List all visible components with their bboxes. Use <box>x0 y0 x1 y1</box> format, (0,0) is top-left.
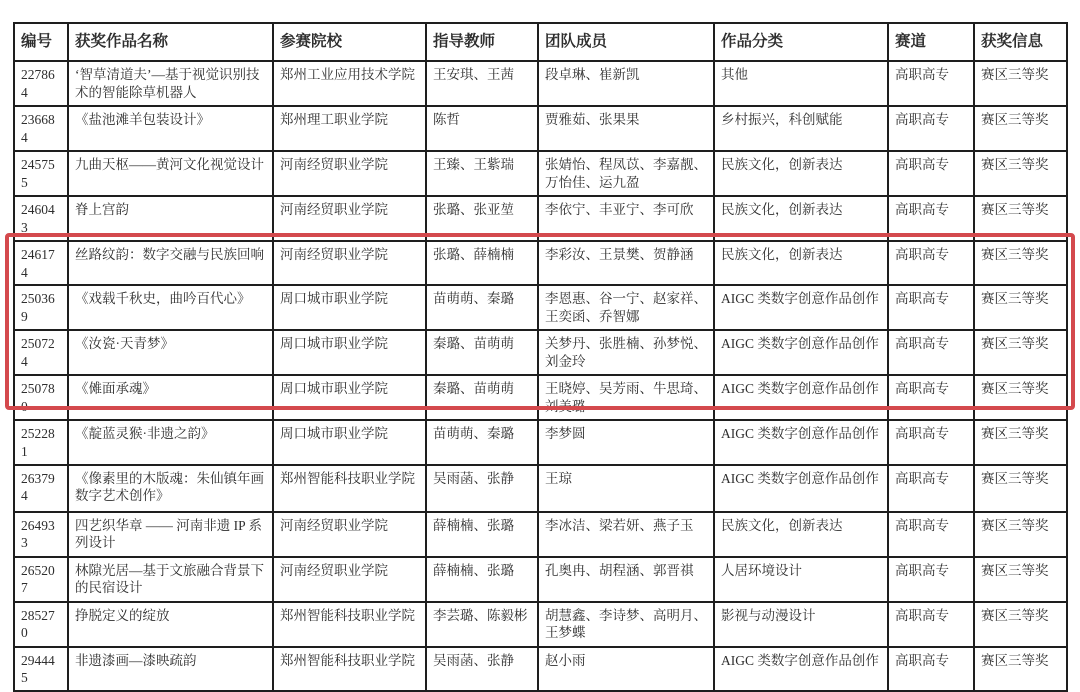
table-row <box>14 285 1067 330</box>
cell-school: 周口城市职业学院 <box>273 375 426 420</box>
cell-school: 郑州工业应用技术学院 <box>273 61 426 106</box>
cell-award: 赛区三等奖 <box>974 106 1067 151</box>
header-cell-members: 团队成员 <box>538 23 714 61</box>
cell-members: 段卓琳、崔新凯 <box>538 61 714 106</box>
cell-work: 《傩面承魂》 <box>68 375 273 420</box>
table-row <box>14 106 1067 151</box>
cell-teachers: 王臻、王紫瑞 <box>426 151 538 196</box>
cell-category: AIGC 类数字创意作品创作 <box>714 375 888 420</box>
cell-award: 赛区三等奖 <box>974 647 1067 692</box>
cell-track: 高职高专 <box>888 420 974 465</box>
awards-table <box>13 22 1068 692</box>
cell-work: 挣脱定义的绽放 <box>68 602 273 647</box>
cell-teachers: 吴雨菡、张静 <box>426 465 538 512</box>
cell-award: 赛区三等奖 <box>974 465 1067 512</box>
cell-teachers: 王安琪、王茜 <box>426 61 538 106</box>
cell-members: 张婧怡、程凤苡、李嘉靓、万怡佳、运九盈 <box>538 151 714 196</box>
cell-id: 285270 <box>14 602 68 647</box>
cell-school: 郑州理工职业学院 <box>273 106 426 151</box>
cell-school: 郑州智能科技职业学院 <box>273 465 426 512</box>
cell-award: 赛区三等奖 <box>974 151 1067 196</box>
cell-work: 《戏载千秋史，曲吟百代心》 <box>68 285 273 330</box>
cell-track: 高职高专 <box>888 61 974 106</box>
cell-members: 李恩惠、谷一宁、赵家祥、王奕函、乔智娜 <box>538 285 714 330</box>
cell-award: 赛区三等奖 <box>974 375 1067 420</box>
table-row <box>14 602 1067 647</box>
header-cell-track: 赛道 <box>888 23 974 61</box>
cell-work: ‘智草清道夫’—基于视觉识别技术的智能除草机器人 <box>68 61 273 106</box>
table-row <box>14 375 1067 420</box>
header-cell-category: 作品分类 <box>714 23 888 61</box>
cell-school: 河南经贸职业学院 <box>273 557 426 602</box>
cell-work: 四艺织华章 —— 河南非遗 IP 系列设计 <box>68 512 273 557</box>
cell-id: 264933 <box>14 512 68 557</box>
cell-work: 非遗漆画—漆映疏韵 <box>68 647 273 692</box>
cell-track: 高职高专 <box>888 465 974 512</box>
header-cell-award: 获奖信息 <box>974 23 1067 61</box>
cell-members: 贾雅茹、张果果 <box>538 106 714 151</box>
table-row <box>14 196 1067 241</box>
cell-work: 丝路纹韵：数字交融与民族回响 <box>68 241 273 286</box>
cell-work: 《汝瓷·天青梦》 <box>68 330 273 375</box>
cell-award: 赛区三等奖 <box>974 602 1067 647</box>
cell-award: 赛区三等奖 <box>974 557 1067 602</box>
cell-teachers: 秦璐、苗萌萌 <box>426 330 538 375</box>
cell-track: 高职高专 <box>888 647 974 692</box>
cell-category: AIGC 类数字创意作品创作 <box>714 465 888 512</box>
cell-id: 236684 <box>14 106 68 151</box>
cell-category: AIGC 类数字创意作品创作 <box>714 330 888 375</box>
table-row <box>14 420 1067 465</box>
cell-track: 高职高专 <box>888 151 974 196</box>
cell-teachers: 苗萌萌、秦璐 <box>426 285 538 330</box>
cell-track: 高职高专 <box>888 602 974 647</box>
cell-teachers: 张璐、薛楠楠 <box>426 241 538 286</box>
table-row <box>14 465 1067 512</box>
cell-school: 河南经贸职业学院 <box>273 196 426 241</box>
table-row <box>14 557 1067 602</box>
cell-track: 高职高专 <box>888 285 974 330</box>
cell-category: 影视与动漫设计 <box>714 602 888 647</box>
cell-school: 河南经贸职业学院 <box>273 241 426 286</box>
cell-id: 265207 <box>14 557 68 602</box>
cell-category: AIGC 类数字创意作品创作 <box>714 647 888 692</box>
cell-track: 高职高专 <box>888 512 974 557</box>
cell-id: 227864 <box>14 61 68 106</box>
cell-category: 民族文化，创新表达 <box>714 241 888 286</box>
cell-category: 乡村振兴，科创赋能 <box>714 106 888 151</box>
cell-category: AIGC 类数字创意作品创作 <box>714 420 888 465</box>
cell-teachers: 陈哲 <box>426 106 538 151</box>
table-row <box>14 647 1067 692</box>
header-cell-school: 参赛院校 <box>273 23 426 61</box>
header-cell-id: 编号 <box>14 23 68 61</box>
cell-school: 周口城市职业学院 <box>273 330 426 375</box>
cell-teachers: 薛楠楠、张璐 <box>426 512 538 557</box>
cell-award: 赛区三等奖 <box>974 420 1067 465</box>
cell-id: 294445 <box>14 647 68 692</box>
cell-track: 高职高专 <box>888 330 974 375</box>
cell-teachers: 张璐、张亚堃 <box>426 196 538 241</box>
cell-members: 王琼 <box>538 465 714 512</box>
cell-work: 《靛蓝灵猴·非遗之韵》 <box>68 420 273 465</box>
cell-id: 246174 <box>14 241 68 286</box>
header-cell-work: 获奖作品名称 <box>68 23 273 61</box>
cell-members: 赵小雨 <box>538 647 714 692</box>
cell-track: 高职高专 <box>888 557 974 602</box>
cell-work: 《盐池滩羊包装设计》 <box>68 106 273 151</box>
cell-category: 民族文化，创新表达 <box>714 512 888 557</box>
cell-id: 246043 <box>14 196 68 241</box>
cell-work: 林隙光居—基于文旅融合背景下的民宿设计 <box>68 557 273 602</box>
cell-id: 250780 <box>14 375 68 420</box>
cell-track: 高职高专 <box>888 241 974 286</box>
cell-award: 赛区三等奖 <box>974 285 1067 330</box>
cell-id: 245755 <box>14 151 68 196</box>
cell-members: 李依宁、丰亚宁、李可欣 <box>538 196 714 241</box>
cell-id: 250724 <box>14 330 68 375</box>
cell-school: 河南经贸职业学院 <box>273 512 426 557</box>
cell-members: 孔奥冉、胡程涵、郭晋祺 <box>538 557 714 602</box>
cell-teachers: 李芸璐、陈毅彬 <box>426 602 538 647</box>
cell-id: 252281 <box>14 420 68 465</box>
cell-award: 赛区三等奖 <box>974 512 1067 557</box>
cell-school: 周口城市职业学院 <box>273 285 426 330</box>
cell-members: 李冰洁、梁若妍、燕子玉 <box>538 512 714 557</box>
header-cell-teachers: 指导教师 <box>426 23 538 61</box>
cell-members: 胡慧鑫、李诗梦、高明月、王梦蝶 <box>538 602 714 647</box>
cell-category: AIGC 类数字创意作品创作 <box>714 285 888 330</box>
cell-school: 郑州智能科技职业学院 <box>273 602 426 647</box>
table-row <box>14 241 1067 286</box>
cell-track: 高职高专 <box>888 196 974 241</box>
cell-members: 李彩汝、王景樊、贺静涵 <box>538 241 714 286</box>
table-row <box>14 512 1067 557</box>
cell-track: 高职高专 <box>888 375 974 420</box>
cell-school: 周口城市职业学院 <box>273 420 426 465</box>
cell-track: 高职高专 <box>888 106 974 151</box>
cell-work: 脊上宫韵 <box>68 196 273 241</box>
cell-teachers: 秦璐、苗萌萌 <box>426 375 538 420</box>
table-row <box>14 330 1067 375</box>
cell-category: 民族文化，创新表达 <box>714 196 888 241</box>
header-row <box>14 23 1067 61</box>
cell-id: 250369 <box>14 285 68 330</box>
cell-award: 赛区三等奖 <box>974 61 1067 106</box>
cell-category: 人居环境设计 <box>714 557 888 602</box>
cell-members: 关梦丹、张胜楠、孙梦悦、刘金玲 <box>538 330 714 375</box>
cell-school: 郑州智能科技职业学院 <box>273 647 426 692</box>
table-body <box>14 61 1067 691</box>
cell-award: 赛区三等奖 <box>974 196 1067 241</box>
cell-category: 民族文化，创新表达 <box>714 151 888 196</box>
cell-members: 王晓婷、吴芳雨、牛思琦、刘美璐 <box>538 375 714 420</box>
cell-id: 263794 <box>14 465 68 512</box>
cell-teachers: 苗萌萌、秦璐 <box>426 420 538 465</box>
cell-school: 河南经贸职业学院 <box>273 151 426 196</box>
cell-award: 赛区三等奖 <box>974 241 1067 286</box>
cell-award: 赛区三等奖 <box>974 330 1067 375</box>
cell-category: 其他 <box>714 61 888 106</box>
cell-members: 李梦圆 <box>538 420 714 465</box>
cell-work: 《像素里的木版魂：朱仙镇年画数字艺术创作》 <box>68 465 273 512</box>
cell-teachers: 吴雨菡、张静 <box>426 647 538 692</box>
table-row <box>14 151 1067 196</box>
cell-work: 九曲天枢——黄河文化视觉设计 <box>68 151 273 196</box>
cell-teachers: 薛楠楠、张璐 <box>426 557 538 602</box>
table-row <box>14 61 1067 106</box>
